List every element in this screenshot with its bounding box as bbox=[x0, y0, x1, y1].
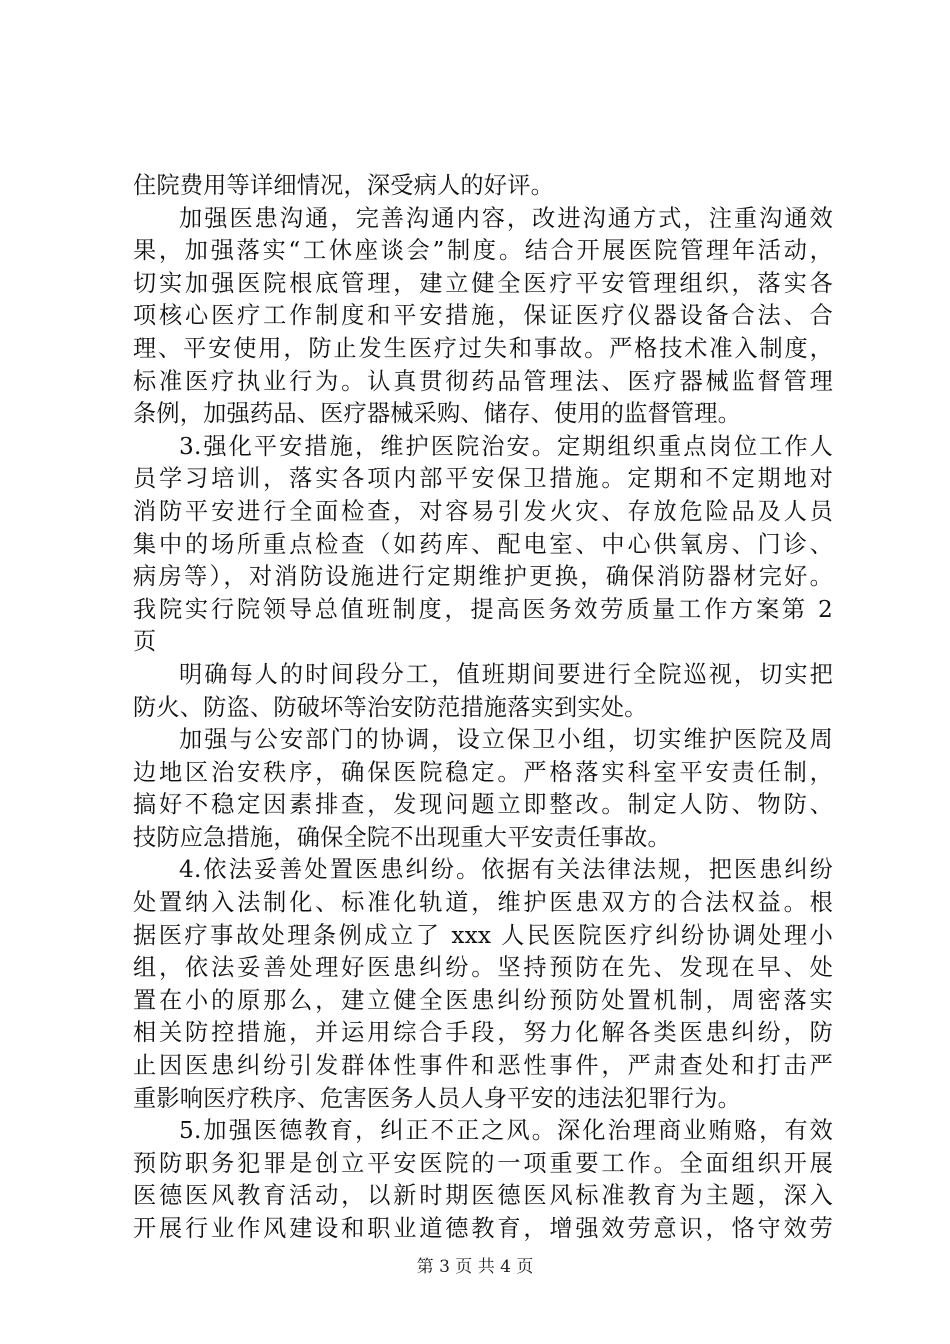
text-line: 据医疗事故处理条例成立了 xxx 人民医院医疗纠纷协调处理小 bbox=[133, 921, 833, 949]
text-line: 标准医疗执业行为。认真贯彻药品管理法、医疗器械监督管理 bbox=[133, 367, 833, 395]
text-line: 5.加强医德教育，纠正不正之风。深化治理商业贿赂，有效 bbox=[179, 1117, 833, 1145]
text-line: 边地区治安秩序，确保医院稳定。严格落实科室平安责任制， bbox=[133, 758, 833, 786]
text-line: 我院实行院领导总值班制度，提高医务效劳质量工作方案第 2 bbox=[133, 595, 833, 623]
text-line: 处置纳入法制化、标准化轨道，维护医患双方的合法权益。根 bbox=[133, 889, 833, 917]
text-line: 置在小的原那么，建立健全医患纠纷预防处置机制，周密落实 bbox=[133, 986, 833, 1014]
text-line: 搞好不稳定因素排查，发现问题立即整改。制定人防、物防、 bbox=[133, 791, 833, 819]
document-body bbox=[133, 170, 833, 1246]
text-line: 加强与公安部门的协调，设立保卫小组，切实维护医院及周 bbox=[179, 726, 833, 754]
text-line: 组，依法妥善处理好医患纠纷。坚持预防在先、发现在早、处 bbox=[133, 954, 833, 982]
text-line: 4.依法妥善处置医患纠纷。依据有关法律法规，把医患纠纷 bbox=[179, 856, 833, 884]
text-line: 医德医风教育活动，以新时期医德医风标准教育为主题，深入 bbox=[133, 1182, 833, 1210]
text-line: 明确每人的时间段分工，值班期间要进行全院巡视，切实把 bbox=[179, 660, 833, 688]
text-line: 相关防控措施，并运用综合手段，努力化解各类医患纠纷，防 bbox=[133, 1019, 833, 1047]
text-line: 3.强化平安措施，维护医院治安。定期组织重点岗位工作人 bbox=[179, 432, 833, 460]
text-line: 防火、防盗、防破坏等治安防范措施落实到实处。 bbox=[133, 693, 648, 721]
text-line: 预防职务犯罪是创立平安医院的一项重要工作。全面组织开展 bbox=[133, 1149, 833, 1177]
text-line: 员学习培训，落实各项内部平安保卫措施。定期和不定期地对 bbox=[133, 465, 833, 493]
text-line: 病房等），对消防设施进行定期维护更换，确保消防器材完好。 bbox=[133, 563, 833, 591]
page-footer: 第 3 页 共 4 页 bbox=[416, 1257, 534, 1277]
text-line: 果，加强落实“工休座谈会”制度。结合开展医院管理年活动， bbox=[133, 237, 833, 265]
text-line: 技防应急措施，确保全院不出现重大平安责任事故。 bbox=[133, 823, 671, 851]
text-line: 集中的场所重点检查（如药库、配电室、中心供氧房、门诊、 bbox=[133, 530, 833, 558]
text-line: 止因医患纠纷引发群体性事件和恶性事件，严肃查处和打击严 bbox=[133, 1052, 833, 1080]
text-line: 重影响医疗秩序、危害医务人员人身平安的违法犯罪行为。 bbox=[133, 1084, 742, 1112]
text-line: 页 bbox=[133, 628, 157, 656]
text-line: 消防平安进行全面检查，对容易引发火灾、存放危险品及人员 bbox=[133, 497, 833, 525]
text-line: 开展行业作风建设和职业道德教育，增强效劳意识，恪守效劳 bbox=[133, 1215, 833, 1242]
text-line: 加强医患沟通，完善沟通内容，改进沟通方式，注重沟通效 bbox=[179, 204, 833, 232]
text-line: 住院费用等详细情况，深受病人的好评。 bbox=[133, 172, 554, 199]
text-line: 项核心医疗工作制度和平安措施，保证医疗仪器设备合法、合 bbox=[133, 302, 833, 330]
text-line: 条例，加强药品、医疗器械采购、储存、使用的监督管理。 bbox=[133, 400, 742, 428]
text-line: 切实加强医院根底管理，建立健全医疗平安管理组织，落实各 bbox=[133, 269, 833, 297]
text-line: 理、平安使用，防止发生医疗过失和事故。严格技术准入制度， bbox=[133, 334, 833, 362]
